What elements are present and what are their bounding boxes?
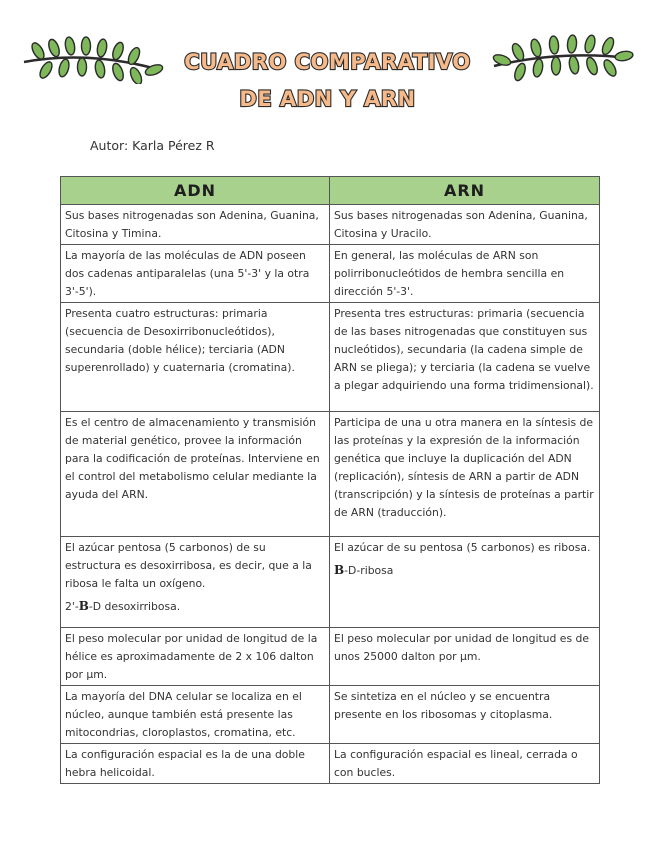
table-row — [61, 205, 600, 245]
formula-beta: B — [78, 599, 89, 613]
table-cell-adn: Presenta cuatro estructuras: primaria (secuencia de Desoxirribonucleótidos), secundaria (doble hélice); terciaria (ADN superenrollado) y cuaternaria (cromatina). — [61, 303, 330, 412]
sugar-formula — [334, 561, 595, 580]
table-cell-arn: El peso molecular por unidad de longitud es de unos 25000 dalton por μm. — [330, 628, 600, 686]
sugar-formula — [65, 597, 325, 616]
table-cell-arn: La configuración espacial es lineal, cerrada o con bucles. — [330, 744, 600, 784]
formula-beta: B — [334, 563, 345, 577]
table-cell-adn: El peso molecular por unidad de longitud de la hélice es aproximadamente de 2 x 106 dalton por μm. — [61, 628, 330, 686]
page-title: CUADRO COMPARATIVO — [184, 50, 471, 74]
author-line: Autor: Karla Pérez R — [90, 138, 215, 153]
column-header-arn: ARN — [330, 177, 600, 205]
comparison-table — [60, 176, 600, 784]
table-cell-adn: La configuración espacial es la de una doble hebra helicoidal. — [61, 744, 330, 784]
formula-suffix: -D-ribosa — [344, 564, 394, 577]
table-cell-adn: La mayoría del DNA celular se localiza en el núcleo, aunque también está presente las mitocondrias, cloroplastos, cromatina, etc. — [61, 686, 330, 744]
table-cell-arn: Sus bases nitrogenadas son Adenina, Guanina, Citosina y Uracilo. — [330, 205, 600, 245]
formula-prefix: 2'- — [65, 600, 79, 613]
table-cell-adn: Es el centro de almacenamiento y transmisión de material genético, provee la información para la codificación de proteínas. Interviene en el control del metabolismo celular mediante la ayuda del ARN. — [61, 412, 330, 537]
column-header-adn: ADN — [61, 177, 330, 205]
table-row — [61, 537, 600, 628]
table-cell-adn — [61, 537, 330, 628]
table-header-row — [61, 177, 600, 205]
formula-suffix: -D desoxirribosa. — [88, 600, 181, 613]
table-row — [61, 628, 600, 686]
table-cell-arn: Presenta tres estructuras: primaria (secuencia de las bases nitrogenadas que constituyen sus nucleótidos), secundaria (la cadena simple de ARN se pliega); y terciaria (la cadena se vuelve a plegar adquiriendo una forma tridimensional). — [330, 303, 600, 412]
cell-text: El azúcar pentosa (5 carbonos) de su estructura es desoxirribosa, es decir, que a la ribosa le falta un oxígeno. — [65, 541, 312, 590]
table-cell-arn: En general, las moléculas de ARN son polirribonucleótidos de hembra sencilla en dirección 5'-3'. — [330, 245, 600, 303]
page-subtitle: DE ADN Y ARN — [239, 87, 416, 111]
cell-text: El azúcar de su pentosa (5 carbonos) es ribosa. — [334, 541, 591, 554]
table-row — [61, 686, 600, 744]
table-cell-arn: Se sintetiza en el núcleo y se encuentra presente en los ribosomas y citoplasma. — [330, 686, 600, 744]
table-cell-adn: Sus bases nitrogenadas son Adenina, Guanina, Citosina y Timina. — [61, 205, 330, 245]
table-row — [61, 245, 600, 303]
table-row — [61, 744, 600, 784]
table-row — [61, 303, 600, 412]
table-row — [61, 412, 600, 537]
table-cell-arn — [330, 537, 600, 628]
table-cell-arn: Participa de una u otra manera en la síntesis de las proteínas y la expresión de la información genética que incluye la duplicación del ADN (replicación), síntesis de ARN a partir de ADN (transcripción) y la síntesis de proteínas a partir de ARN (traducción). — [330, 412, 600, 537]
table-cell-adn: La mayoría de las moléculas de ADN poseen dos cadenas antiparalelas (una 5'-3' y la otra 3'-5'). — [61, 245, 330, 303]
